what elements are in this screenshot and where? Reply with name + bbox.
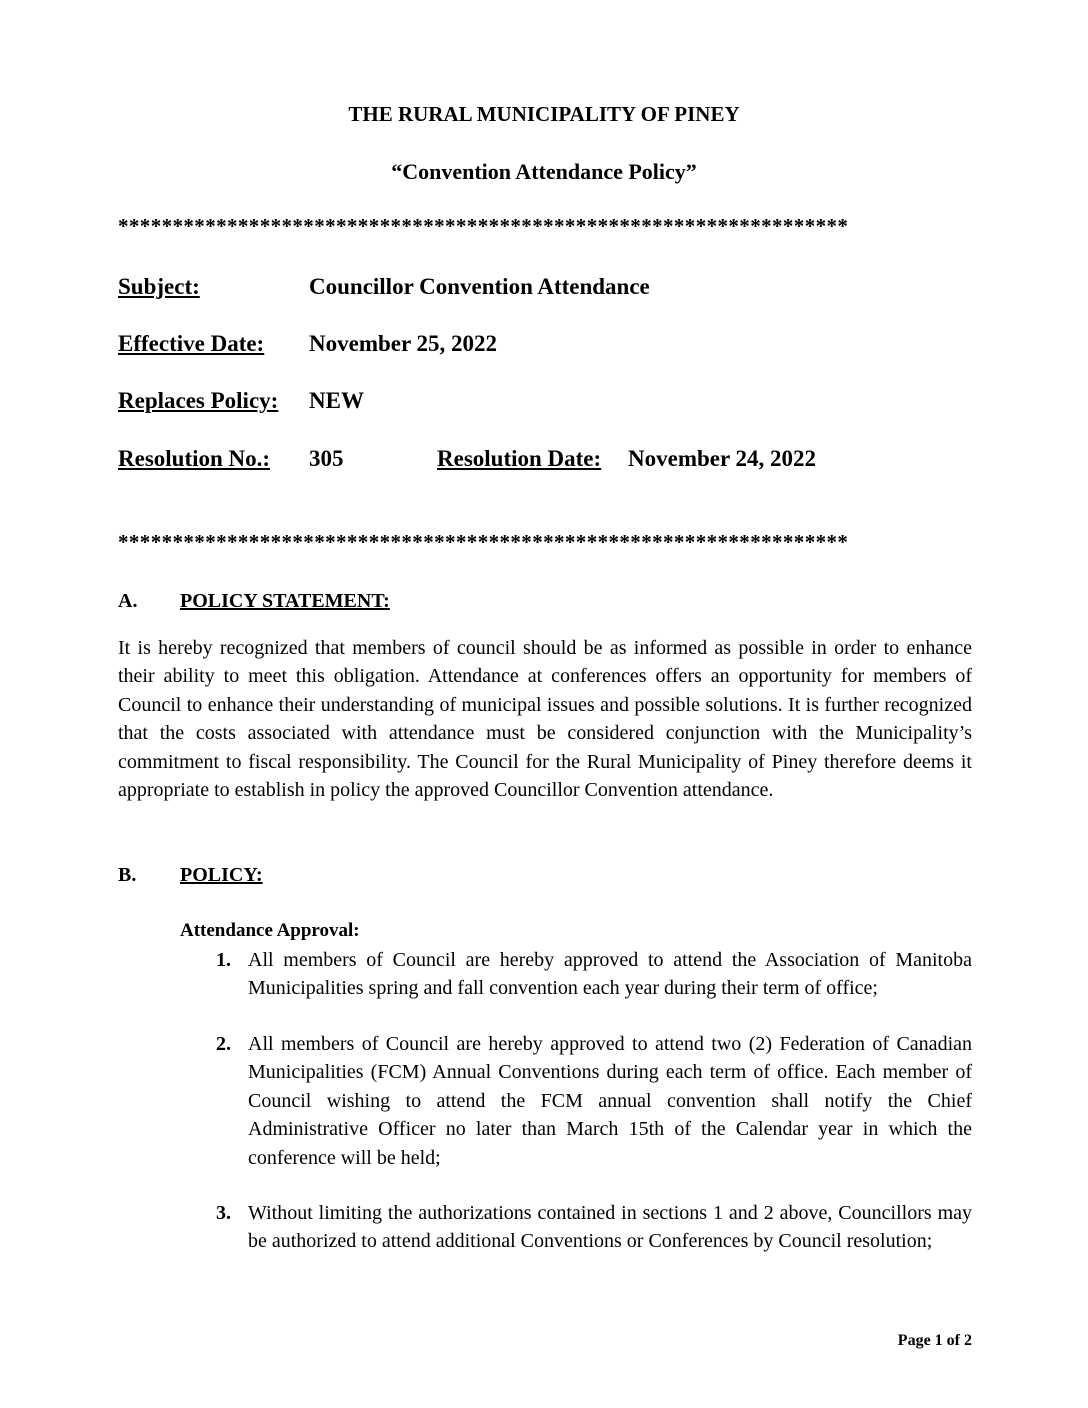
- effective-date-label: Effective Date:: [118, 331, 265, 356]
- resolution-number-label: Resolution No.:: [118, 446, 271, 471]
- list-item-number: 3.: [216, 1202, 231, 1224]
- document-title: THE RURAL MUNICIPALITY OF PINEY: [348, 102, 740, 126]
- section-b-heading: POLICY:: [180, 864, 263, 886]
- resolution-date-label: Resolution Date:: [437, 446, 602, 471]
- subject-label: Subject:: [118, 274, 200, 299]
- resolution-number-value: 305: [309, 446, 344, 471]
- subject-value: Councillor Convention Attendance: [309, 274, 650, 299]
- list-item-number: 1.: [216, 949, 231, 971]
- separator-top: *******************************************************************: [118, 214, 849, 238]
- section-a-heading: POLICY STATEMENT:: [180, 590, 390, 612]
- section-a-letter: A.: [118, 590, 138, 612]
- policy-statement-paragraph: It is hereby recognized that members of council should be as informed as possible in order to enhance their ability to meet this obligation. Attendance at conferences offers an opportunity for members of Council to enhance their understanding of municipal issues and possible solutions. It is further recognized that the costs associated with attendance must be considered conjunction with the Municipality’s commitment to fiscal responsibility. The Council for the Rural Municipality of Piney therefore deems it appropriate to establish in policy the approved Councillor Convention attendance.: [118, 637, 972, 802]
- effective-date-value: November 25, 2022: [309, 331, 498, 356]
- page-number: Page 1 of 2: [897, 1332, 972, 1349]
- list-item: Without limiting the authorizations contained in sections 1 and 2 above, Councillors may be authorized to attend additional Conventions or Conferences by Council resolution;: [248, 1202, 972, 1253]
- list-item: All members of Council are hereby approved to attend the Association of Manitoba Municipalities spring and fall convention each year during their term of office;: [248, 949, 972, 1000]
- list-item-number: 2.: [216, 1033, 231, 1055]
- policy-title: “Convention Attendance Policy”: [391, 159, 697, 184]
- section-b-letter: B.: [118, 864, 137, 886]
- replaces-policy-label: Replaces Policy:: [118, 388, 279, 413]
- replaces-policy-value: NEW: [309, 388, 364, 413]
- separator-bottom: *******************************************************************: [118, 530, 849, 554]
- resolution-date-value: November 24, 2022: [628, 446, 817, 471]
- attendance-approval-subheading: Attendance Approval:: [180, 920, 360, 941]
- list-item: All members of Council are hereby approved to attend two (2) Federation of Canadian Municipalities (FCM) Annual Conventions during each term of office. Each member of Council wishing to attend the FCM annual convention shall notify the Chief Administrative Officer no later than March 15th of the Calendar year in which the conference will be held;: [248, 1033, 972, 1169]
